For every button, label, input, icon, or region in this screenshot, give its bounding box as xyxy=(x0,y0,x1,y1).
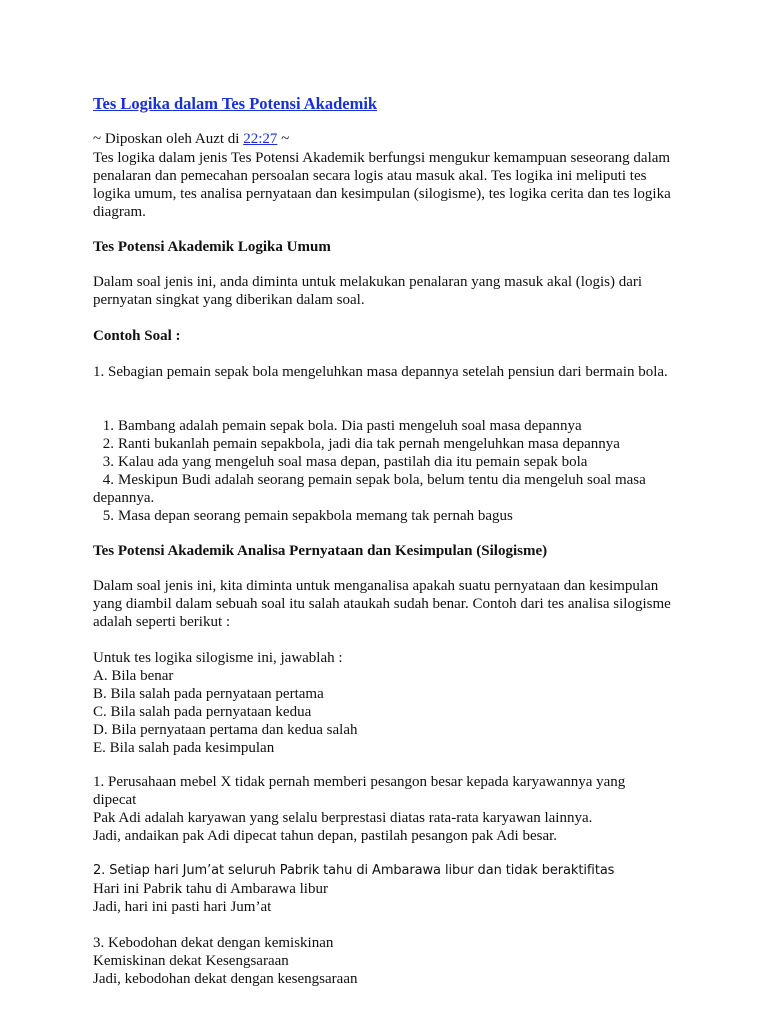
article-title-link[interactable]: Tes Logika dalam Tes Potensi Akademik xyxy=(93,94,378,113)
example-1-line: dipecat xyxy=(93,792,137,808)
example-3-line: Kemiskinan dekat Kesengsaraan xyxy=(93,953,289,969)
example-1-line: 1. Perusahaan mebel X tidak pernah memberi pesangon besar kepada karyawannya yang xyxy=(93,774,626,790)
post-meta-suffix: ~ xyxy=(277,131,290,147)
answer-option: D. Bila pernyataan pertama dan kedua salah xyxy=(93,722,358,738)
post-meta xyxy=(93,130,683,148)
answer-option: C. Bila salah pada pernyataan kedua xyxy=(93,704,312,720)
example-2-line: Hari ini Pabrik tahu di Ambarawa libur xyxy=(93,881,328,897)
intro-paragraph: Tes logika dalam jenis Tes Potensi Akademik berfungsi mengukur kemampuan seseorang dalam penalaran dan pemecahan persoalan secara logis atau masuk akal. Tes logika ini meliputi tes logika umum, tes analisa pernyataan dan kesimpulan (silogisme), tes logika cerita dan tes logika diagram. xyxy=(93,150,671,220)
example-1-line: Pak Adi adalah karyawan yang selalu berprestasi diatas rata-rata karyawan lainnya. xyxy=(93,810,593,826)
answer-option: B. Bila salah pada pernyataan pertama xyxy=(93,686,324,702)
section-heading-logika-umum: Tes Potensi Akademik Logika Umum xyxy=(93,239,331,255)
question-1: 1. Sebagian pemain sepak bola mengeluhkan masa depannya setelah pensiun dari bermain bola. xyxy=(93,364,668,380)
example-3-line: 3. Kebodohan dekat dengan kemiskinan xyxy=(93,935,334,951)
logika-umum-paragraph: Dalam soal jenis ini, anda diminta untuk melakukan penalaran yang masuk akal (logis) dari pernyatan singkat yang diberikan dalam soal. xyxy=(93,274,643,308)
silogisme-paragraph: Dalam soal jenis ini, kita diminta untuk menganalisa apakah suatu pernyataan dan kesimpulan yang diambil dalam sebuah soal itu salah ataukah sudah benar. Contoh dari tes analisa silogisme adalah seperti berikut : xyxy=(93,578,671,630)
section-heading-silogisme: Tes Potensi Akademik Analisa Pernyataan dan Kesimpulan (Silogisme) xyxy=(93,543,548,559)
list-item: 5. Masa depan seorang pemain sepakbola memang tak pernah bagus xyxy=(102,508,513,524)
post-time-link[interactable]: 22:27 xyxy=(243,131,278,147)
example-3-line: Jadi, kebodohan dekat dengan kesengsaraan xyxy=(93,971,358,987)
contoh-soal-heading: Contoh Soal : xyxy=(93,328,181,344)
example-2-line: 2. Setiap hari Jum’at seluruh Pabrik tahu di Ambarawa libur dan tidak beraktifitas xyxy=(93,863,615,878)
list-item: 4. Meskipun Budi adalah seorang pemain sepak bola, belum tentu dia mengeluh soal masa xyxy=(102,472,646,488)
example-1-line: Jadi, andaikan pak Adi dipecat tahun depan, pastilah pesangon pak Adi besar. xyxy=(93,828,558,844)
answers-intro: Untuk tes logika silogisme ini, jawablah : xyxy=(93,650,343,666)
list-item: 2. Ranti bukanlah pemain sepakbola, jadi dia tak pernah mengeluhkan masa depannya xyxy=(102,436,620,452)
answer-option: A. Bila benar xyxy=(93,668,174,684)
list-item-continuation: depannya. xyxy=(93,490,155,506)
answer-option: E. Bila salah pada kesimpulan xyxy=(93,740,275,756)
list-item: 1. Bambang adalah pemain sepak bola. Dia pasti mengeluh soal masa depannya xyxy=(102,418,582,434)
example-2-line: Jadi, hari ini pasti hari Jum’at xyxy=(93,899,272,915)
list-item: 3. Kalau ada yang mengeluh soal masa depan, pastilah dia itu pemain sepak bola xyxy=(102,454,588,470)
post-meta-prefix: ~ Diposkan oleh Auzt di xyxy=(93,131,244,147)
